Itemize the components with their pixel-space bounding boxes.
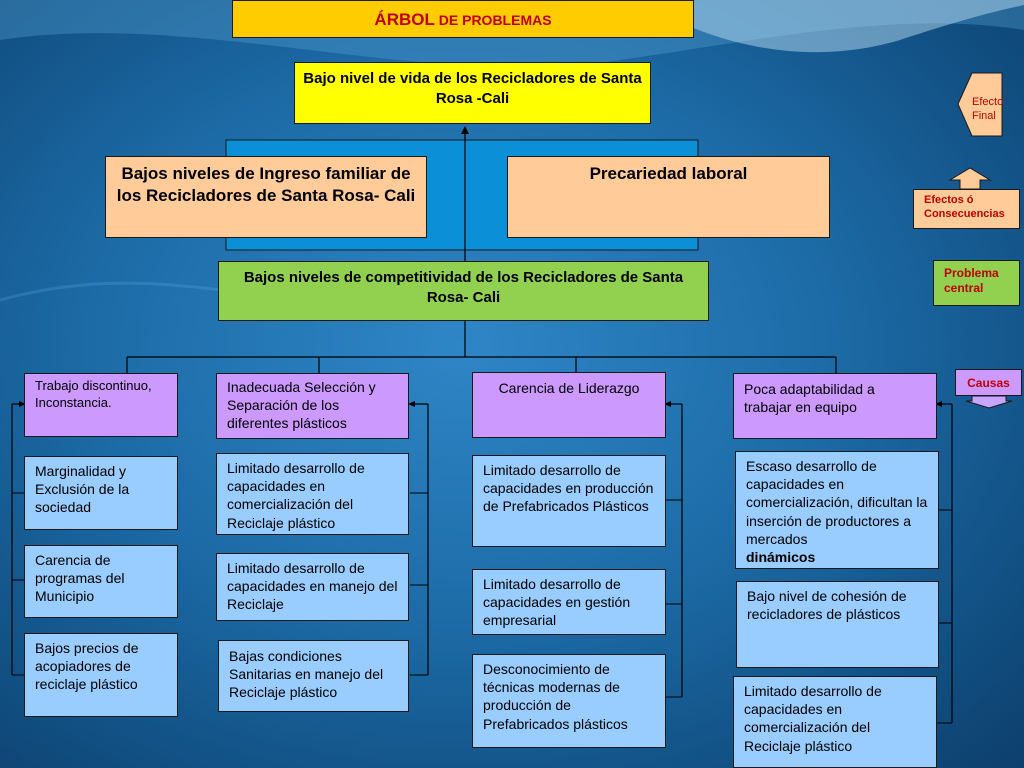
legend-efectos [913,189,1020,229]
cause-item-2-3 [218,640,409,712]
effect-text-2: Precariedad laboral [589,164,748,183]
cause-item-text-2-1: Limitado desarrollo de capacidades en comercialización del Reciclaje plástico [227,460,365,531]
efectos-arrow [950,168,990,189]
cause-item-text-2-3: Bajas condiciones Sanitarias en manejo del Reciclaje plástico [229,648,384,701]
cause-header-1 [24,373,178,437]
cause-item-text-1-3: Bajos precios de acopiadores de reciclaje plástico [35,640,139,693]
cause-header-3 [472,372,666,438]
legend-efecto-final [972,95,1012,124]
cause-header-text-2: Inadecuada Selección y Separación de los diferentes plásticos [227,379,376,432]
cause-item-3-1 [472,455,666,547]
cause-item-text-1-1: Marginalidad y Exclusión de la sociedad [35,463,130,516]
cause-item-2-2 [216,553,409,621]
cause-item-text-1-2: Carencia de programas del Municipio [35,552,125,605]
cause-header-text-3: Carencia de Liderazgo [498,380,640,396]
cause-item-text-4-2: Bajo nivel de cohesión de recicladores de plásticos [747,588,907,623]
cause-item-3-2 [472,569,666,635]
effect-box-2 [507,156,830,238]
cause-item-text-3-1: Limitado desarrollo de capacidades en producción de Prefabricados Plásticos [483,462,654,515]
cause-item-4-2 [736,581,939,668]
cause-header-text-1: Trabajo discontinuo, Inconstancia. [35,378,152,410]
legend-problema [933,260,1020,306]
cause-item-2-1 [216,453,409,535]
title-rest: DE PROBLEMAS [434,12,552,28]
cause-item-emphasis-4-1: dinámicos [746,548,816,565]
effect-final-box [294,62,651,124]
legend-efectos-text: Efectos ó Consecuencias [924,194,1005,220]
effect-text-1: Bajos niveles de Ingreso familiar de los Recicladores de Santa Rosa- Cali [116,164,416,206]
cause-item-3-3 [472,654,666,748]
cause-header-4 [733,373,937,439]
cause-item-text-4-3: Limitado desarrollo de capacidades en comercialización del Reciclaje plástico [744,683,882,754]
cause-item-1-2 [24,545,178,618]
legend-causas [955,369,1022,396]
legend-problema-text: Problema central [944,266,999,295]
title-main: ÁRBOL [374,10,435,29]
cause-item-text-4-1: Escaso desarrollo de capacidades en comercialización, dificultan la inserción de productores a mercados [746,458,928,547]
causas-arrow [966,396,1012,408]
legend-causas-text: Causas [967,376,1010,390]
central-problem-box [218,261,709,321]
cause-item-1-1 [24,456,178,530]
cause-item-1-3 [24,633,178,717]
legend-efecto-final-text: Efecto Final [972,96,1004,123]
cause-item-text-3-3: Desconocimiento de técnicas modernas de producción de Prefabricados plásticos [483,661,628,732]
cause-item-text-3-2: Limitado desarrollo de capacidades en gestión empresarial [483,576,631,629]
cause-item-4-3 [733,676,937,768]
cause-header-2 [216,373,409,439]
cause-header-text-4: Poca adaptabilidad a trabajar en equipo [744,381,875,416]
cause-item-4-1 [735,451,939,569]
cause-item-text-2-2: Limitado desarrollo de capacidades en manejo del Reciclaje [227,560,398,613]
central-problem-text: Bajos niveles de competitividad de los Recicladores de Santa Rosa- Cali [243,269,684,306]
effect-box-1 [105,156,427,238]
effect-final-text: Bajo nivel de vida de los Recicladores de Santa Rosa -Cali [303,70,642,107]
